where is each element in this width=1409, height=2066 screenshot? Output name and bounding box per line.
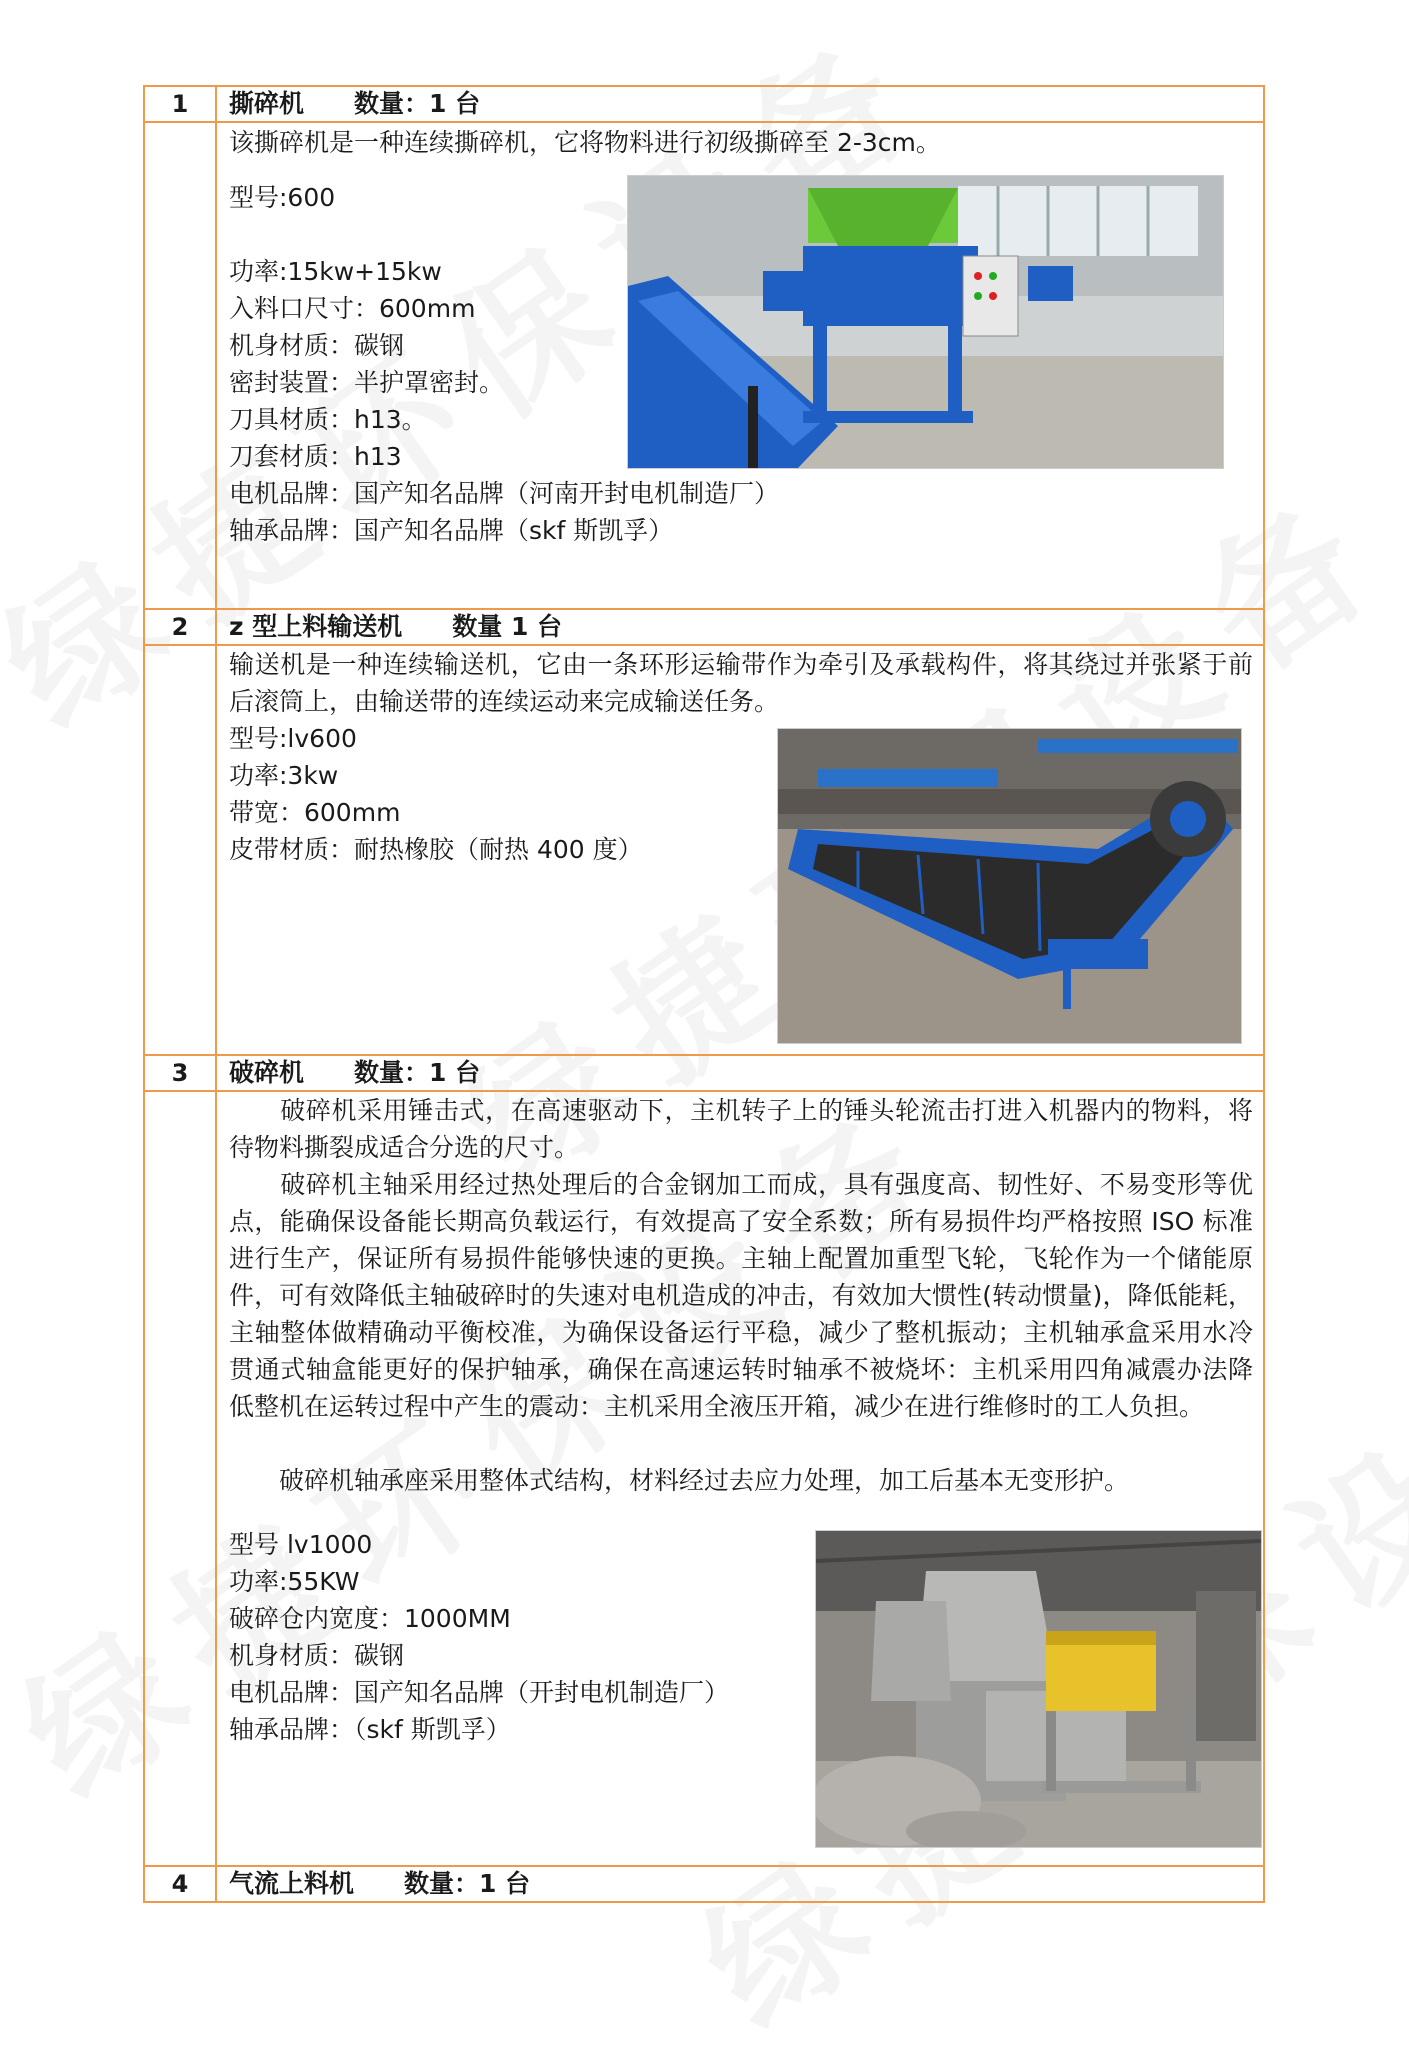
spec-line: 入料口尺寸：600mm <box>229 294 476 323</box>
section-number: 2 <box>144 609 216 645</box>
spec-line: 轴承品牌：国产知名品牌（skf 斯凯孚） <box>229 516 674 545</box>
paragraph: 破碎机轴承座采用整体式结构，材料经过去应力处理，加工后基本无变形护。 <box>229 1466 1130 1495</box>
empty-cell <box>144 645 216 1055</box>
section-header <box>144 609 1264 645</box>
paragraph: 破碎机主轴采用经过热处理后的合金钢加工而成，具有强度高、韧性好、不易变形等优点，能确保设备能长期高负载运行，有效提高了安全系数；所有易损件均严格按照 ISO 标准进行生产，保证所有易损件能够快速的更换。主轴上配置加重型飞轮，飞轮作为一个储能原件，可有效降低主轴破碎时的失速对电机造成的冲击，有效加大惯性(转动惯量)，降低能耗，主轴整体做精确动平衡校准，为确保设备运行平稳，减少了整机振动；主机轴承盒采用水冷贯通式轴盒能更好的保护轴承，确保在高速运转时轴承不被烧坏：主机采用四角减震办法降低整机在运转过程中产生的震动：主机采用全液压开箱，减少在进行维修时的工人负担。 <box>229 1170 1253 1421</box>
equipment-table <box>143 85 1265 1903</box>
paragraph: 破碎机采用锤击式，在高速驱动下，主机转子上的锤头轮流击打进入机器内的物料，将待物料撕裂成适合分选的尺寸。 <box>229 1096 1253 1162</box>
spec-line: 带宽：600mm <box>229 798 401 827</box>
empty-cell <box>144 122 216 609</box>
spec-line: 功率:15kw+15kw <box>229 257 442 286</box>
shredder-photo <box>627 175 1224 469</box>
section-header <box>144 1055 1264 1091</box>
section-header <box>144 86 1264 122</box>
conveyor-photo <box>777 728 1242 1044</box>
spec-line: 电机品牌：国产知名品牌（开封电机制造厂） <box>229 1678 730 1707</box>
spec-line: 刀具材质：h13。 <box>229 405 427 434</box>
section-number: 3 <box>144 1055 216 1091</box>
spec-line: 型号 lv1000 <box>229 1530 373 1559</box>
section-content <box>216 1091 1264 1866</box>
section-body <box>144 645 1264 1055</box>
spec-line: 机身材质：碳钢 <box>229 1641 405 1670</box>
spec-line: 密封装置：半护罩密封。 <box>229 368 505 397</box>
section-title: 撕碎机 数量：1 台 <box>216 86 1264 122</box>
spec-line: 型号:lv600 <box>229 724 357 753</box>
section-content <box>216 122 1264 609</box>
spec-line: 功率:55KW <box>229 1567 360 1596</box>
section-title: 破碎机 数量：1 台 <box>216 1055 1264 1091</box>
section-title: 气流上料机 数量：1 台 <box>216 1866 1264 1902</box>
section-intro: 该撕碎机是一种连续撕碎机，它将物料进行初级撕碎至 2-3cm。 <box>229 128 941 157</box>
section-intro: 输送机是一种连续输送机，它由一条环形运输带作为牵引及承载构件，将其绕过并张紧于前后滚筒上，由输送带的连续运动来完成输送任务。 <box>229 650 1253 716</box>
section-number: 1 <box>144 86 216 122</box>
spec-line: 功率:3kw <box>229 761 339 790</box>
paragraph <box>217 1425 1263 1462</box>
spec-line: 皮带材质：耐热橡胶（耐热 400 度） <box>229 835 643 864</box>
section-title: z 型上料输送机 数量 1 台 <box>216 609 1264 645</box>
empty-cell <box>144 1091 216 1866</box>
spec-line: 破碎仓内宽度：1000MM <box>229 1604 511 1633</box>
spec-line: 型号:600 <box>229 183 336 212</box>
crusher-photo <box>815 1530 1262 1848</box>
spec-line: 刀套材质：h13 <box>229 442 402 471</box>
section-content <box>216 645 1264 1055</box>
section-body <box>144 1091 1264 1866</box>
section-body <box>144 122 1264 609</box>
spec-line: 机身材质：碳钢 <box>229 331 405 360</box>
spec-line: 电机品牌：国产知名品牌（河南开封电机制造厂） <box>229 479 780 508</box>
section-header <box>144 1866 1264 1902</box>
spec-line: 轴承品牌：（skf 斯凯孚） <box>229 1715 511 1744</box>
section-number: 4 <box>144 1866 216 1902</box>
